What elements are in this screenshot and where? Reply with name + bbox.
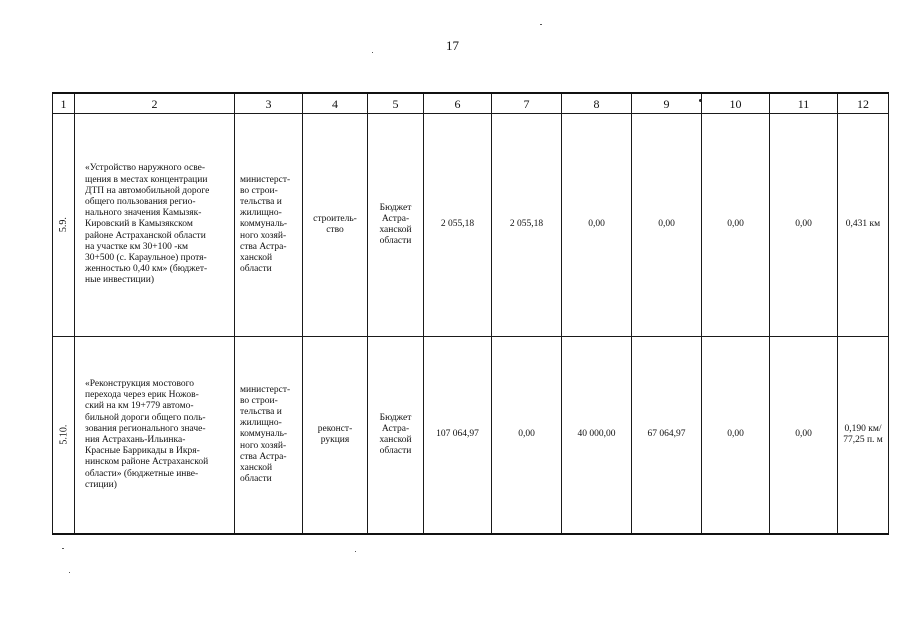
funding-source-cell xyxy=(368,337,424,535)
scan-speck xyxy=(372,52,373,53)
column-header: 12 xyxy=(838,93,889,114)
capacity: 0,431 км xyxy=(845,219,881,230)
amount-cell: 40 000,00 xyxy=(562,337,632,535)
table-row xyxy=(53,337,889,535)
executor: министерст- во строи- тельства и жилищно- коммуналь- ного хозяй- ства Астра- ханской области xyxy=(240,384,291,485)
project-description: «Устройство наружного осве- щения в местах концентрации ДТП на автомобильной дороге общего пользования регио- нального значения Камызяк- Кировский в Камызякском районе Астраханской области на участке км 30+100 -км 30+500 (с. Караульное) протя- женностью 0,40 км» (бюджет- ные инвестиции) xyxy=(85,163,210,286)
amount-cell: 0,00 xyxy=(770,337,838,535)
table-row xyxy=(53,114,889,337)
project-description-cell xyxy=(75,114,235,337)
work-type: реконст- рукция xyxy=(317,423,353,445)
scan-speck xyxy=(699,99,702,102)
column-header: 10 xyxy=(702,93,770,114)
amount-cell: 0,00 xyxy=(562,114,632,337)
amount-cell: 0,00 xyxy=(702,337,770,535)
amount-cell: 0,00 xyxy=(492,337,562,535)
capacity-cell xyxy=(838,337,889,535)
column-header: 4 xyxy=(303,93,368,114)
amount-cell: 0,00 xyxy=(770,114,838,337)
column-header: 7 xyxy=(492,93,562,114)
row-number-cell xyxy=(53,337,75,535)
executor-cell xyxy=(235,337,303,535)
amount-cell: 0,00 xyxy=(702,114,770,337)
work-type-cell xyxy=(303,114,368,337)
column-header: 9 xyxy=(632,93,702,114)
executor-cell xyxy=(235,114,303,337)
amount-cell: 67 064,97 xyxy=(632,337,702,535)
column-header: 11 xyxy=(770,93,838,114)
funding-source-cell xyxy=(368,114,424,337)
column-header: 2 xyxy=(75,93,235,114)
column-header: 5 xyxy=(368,93,424,114)
capacity: 0,190 км/ 77,25 п. м xyxy=(843,423,883,445)
column-header: 6 xyxy=(424,93,492,114)
amount-cell: 2 055,18 xyxy=(424,114,492,337)
work-type: строитель- ство xyxy=(313,213,357,235)
row-number: 5.9. xyxy=(57,216,69,232)
scan-speck xyxy=(540,24,542,25)
amount-cell: 0,00 xyxy=(632,114,702,337)
page-number: 17 xyxy=(446,38,459,53)
scan-speck xyxy=(62,548,64,549)
scan-speck xyxy=(355,551,356,552)
column-header: 3 xyxy=(235,93,303,114)
project-description-cell xyxy=(75,337,235,535)
project-description: «Реконструкция мостового перехода через ерик Ножов- ский на км 19+779 автомо- бильной дороги общего поль- зования регионального значе- ния Астрахань-Ильинка- Красные Баррикады в Икря- нинском районе Астраханской области» (бюджетные инве- стиции) xyxy=(85,378,209,490)
work-type-cell xyxy=(303,337,368,535)
column-header: 8 xyxy=(562,93,632,114)
row-number: 5.10. xyxy=(57,424,69,445)
column-header: 1 xyxy=(53,93,75,114)
amount-cell: 107 064,97 xyxy=(424,337,492,535)
capacity-cell xyxy=(838,114,889,337)
funding-source: Бюджет Астра- ханской области xyxy=(379,412,412,457)
scan-speck xyxy=(69,572,70,573)
amount-cell: 2 055,18 xyxy=(492,114,562,337)
program-table xyxy=(52,92,889,535)
row-number-cell xyxy=(53,114,75,337)
funding-source: Бюджет Астра- ханской области xyxy=(379,202,412,247)
table-header-row xyxy=(53,93,889,114)
executor: министерст- во строи- тельства и жилищно- коммуналь- ного хозяй- ства Астра- ханской области xyxy=(240,174,291,275)
